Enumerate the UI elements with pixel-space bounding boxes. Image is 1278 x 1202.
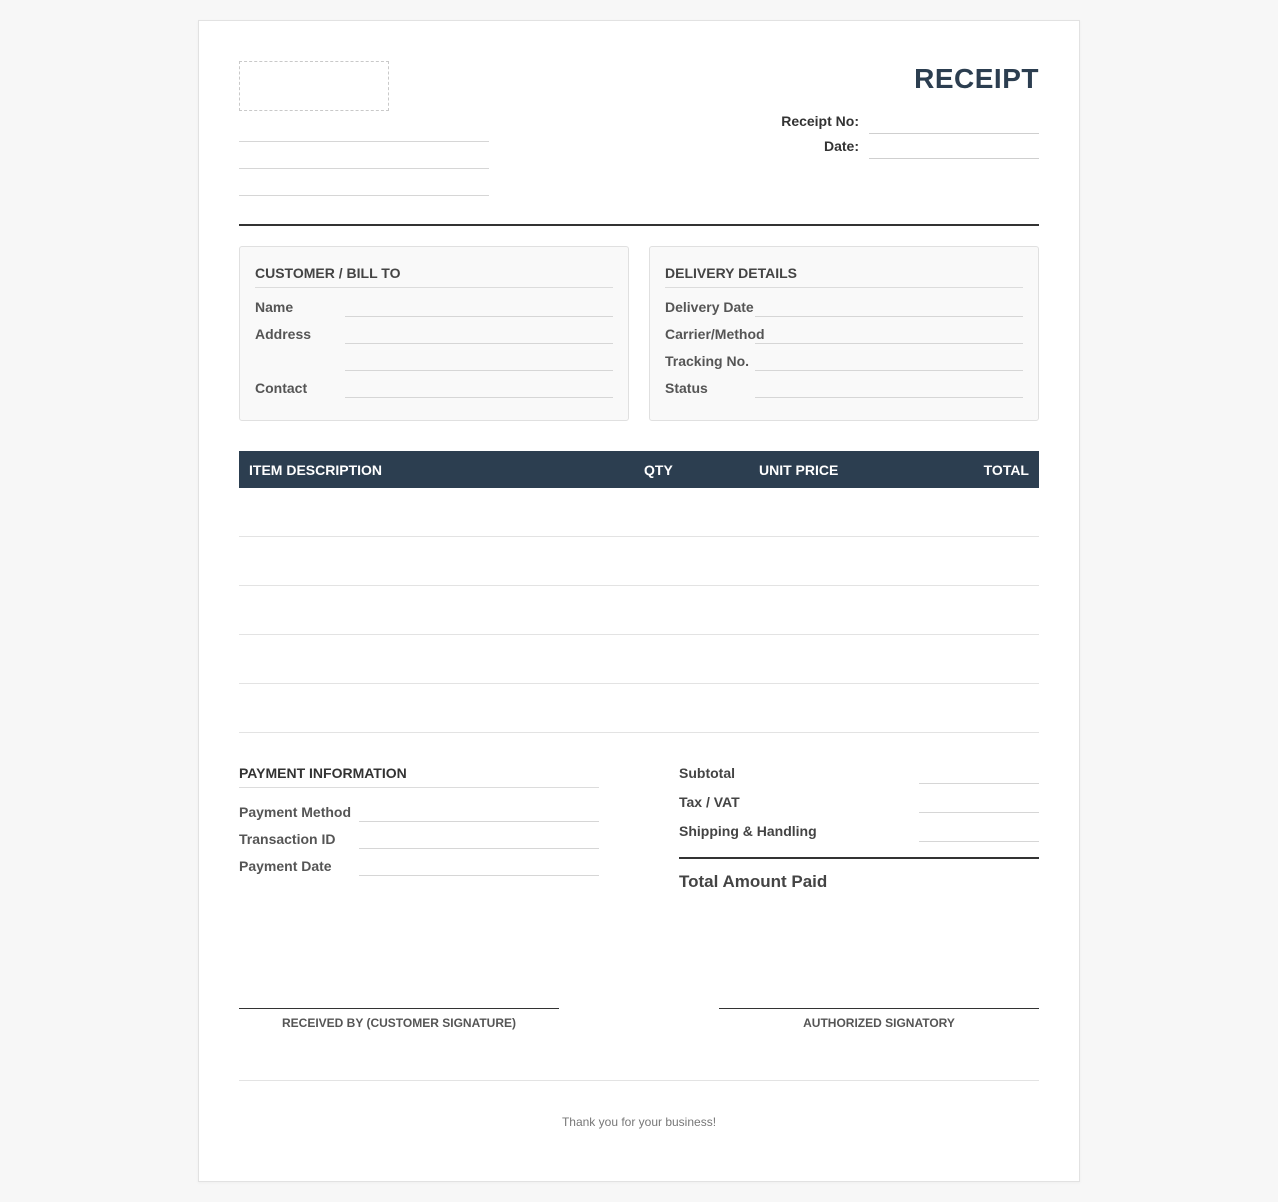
table-row[interactable] <box>239 585 1039 586</box>
delivery-date-field[interactable] <box>755 316 1023 317</box>
tax-vat-field[interactable] <box>919 812 1039 813</box>
customer-title-divider <box>255 287 613 288</box>
customer-name-label: Name <box>255 299 294 315</box>
customer-signature-line[interactable] <box>239 1008 559 1009</box>
customer-name-field[interactable] <box>345 316 613 317</box>
table-row[interactable] <box>239 634 1039 635</box>
customer-address-field-2[interactable] <box>345 370 613 371</box>
shipping-handling-label: Shipping & Handling <box>679 823 817 839</box>
tracking-no-label: Tracking No. <box>665 353 750 369</box>
customer-contact-label: Contact <box>255 380 308 396</box>
authorized-signature-label: AUTHORIZED SIGNATORY <box>803 1016 955 1030</box>
date-label: Date: <box>823 138 859 154</box>
company-address-line-2[interactable] <box>239 168 489 169</box>
items-table-header <box>239 451 1039 488</box>
table-row[interactable] <box>239 732 1039 733</box>
receipt-no-label: Receipt No: <box>781 113 859 129</box>
customer-contact-field[interactable] <box>345 397 613 398</box>
transaction-id-field[interactable] <box>359 848 599 849</box>
subtotal-label: Subtotal <box>679 765 735 781</box>
carrier-method-label: Carrier/Method <box>665 326 765 342</box>
payment-method-label: Payment Method <box>239 804 352 820</box>
payment-info-title: PAYMENT INFORMATION <box>239 765 407 781</box>
transaction-id-label: Transaction ID <box>239 831 336 847</box>
status-field[interactable] <box>755 397 1023 398</box>
header-divider <box>239 224 1039 226</box>
logo-placeholder[interactable] <box>239 61 389 111</box>
footer-message: Thank you for your business! <box>561 1115 717 1129</box>
carrier-method-field[interactable] <box>755 343 1023 344</box>
column-item-description: ITEM DESCRIPTION <box>249 462 383 478</box>
total-amount-paid-label: Total Amount Paid <box>679 872 828 891</box>
payment-date-label: Payment Date <box>239 858 332 874</box>
table-row[interactable] <box>239 683 1039 684</box>
receipt-page <box>198 20 1080 1182</box>
customer-signature-label: RECEIVED BY (CUSTOMER SIGNATURE) <box>281 1016 517 1030</box>
column-unit-price: UNIT PRICE <box>759 462 839 478</box>
customer-address-field-1[interactable] <box>345 343 613 344</box>
tax-vat-label: Tax / VAT <box>679 794 740 810</box>
customer-panel-title: CUSTOMER / BILL TO <box>255 265 401 281</box>
delivery-title-divider <box>665 287 1023 288</box>
summary-divider <box>679 857 1039 859</box>
column-total: TOTAL <box>983 462 1029 478</box>
delivery-panel-title: DELIVERY DETAILS <box>665 265 797 281</box>
tracking-no-field[interactable] <box>755 370 1023 371</box>
company-address-line-3[interactable] <box>239 195 489 196</box>
company-address-line-1[interactable] <box>239 141 489 142</box>
column-qty: QTY <box>644 462 673 478</box>
shipping-handling-field[interactable] <box>919 841 1039 842</box>
payment-date-field[interactable] <box>359 875 599 876</box>
customer-panel <box>239 246 629 421</box>
payment-title-divider <box>239 787 599 788</box>
subtotal-field[interactable] <box>919 783 1039 784</box>
receipt-no-field[interactable] <box>869 133 1039 134</box>
authorized-signature-line[interactable] <box>719 1008 1039 1009</box>
date-field[interactable] <box>869 158 1039 159</box>
status-label: Status <box>665 380 708 396</box>
payment-method-field[interactable] <box>359 821 599 822</box>
document-title: RECEIPT <box>914 63 1039 94</box>
delivery-panel <box>649 246 1039 421</box>
footer-divider <box>239 1080 1039 1081</box>
customer-address-label: Address <box>255 326 312 342</box>
delivery-date-label: Delivery Date <box>665 299 754 315</box>
table-row[interactable] <box>239 536 1039 537</box>
